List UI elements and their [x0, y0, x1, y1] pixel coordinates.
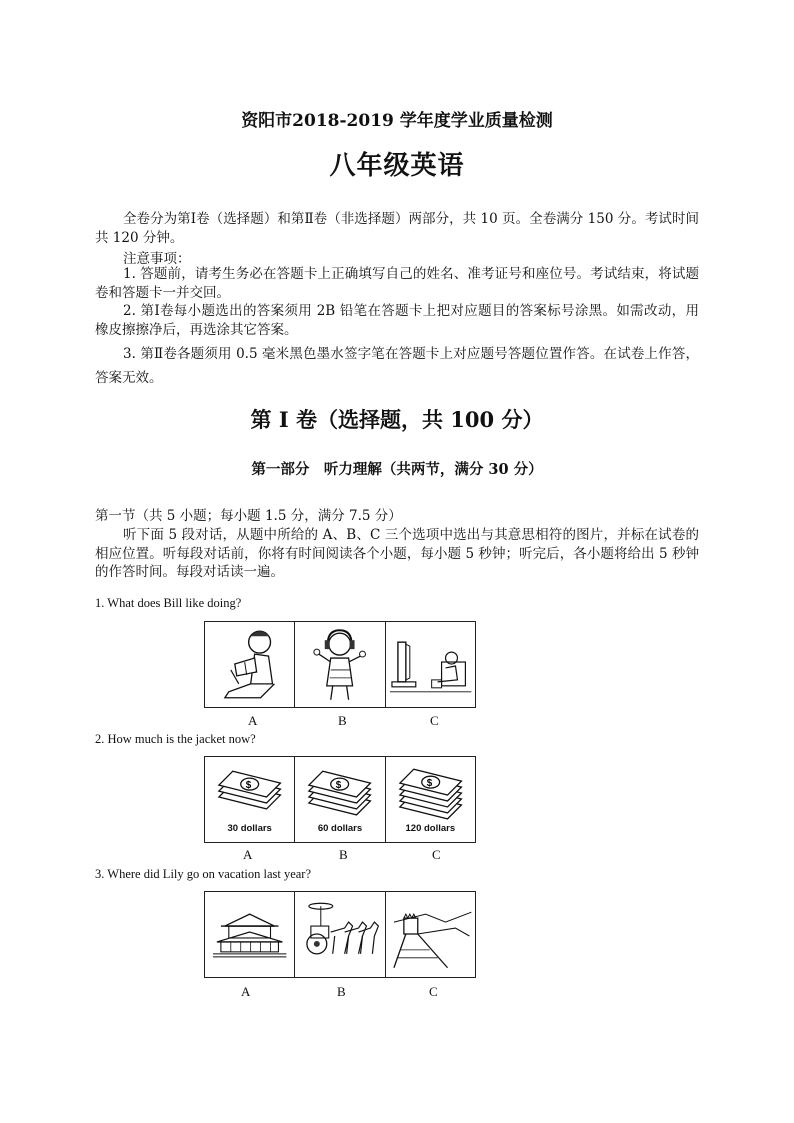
q3-option-a-picture [205, 892, 295, 977]
q3-label-c: C [429, 984, 438, 999]
q1-option-c-picture [386, 622, 475, 707]
girl-with-headphones-icon [295, 622, 384, 707]
note-3: 3. 第Ⅱ卷各题须用 0.5 毫米黑色墨水签字笔在答题卡上对应题号答题位置作答。在试卷上作答，答案无效。 [95, 346, 699, 386]
boy-reading-icon [205, 622, 294, 707]
question-2-text: 2. How much is the jacket now? [95, 732, 256, 746]
svg-text:$: $ [245, 780, 252, 792]
q2-money-label-c: 120 dollars [405, 823, 456, 834]
q1-option-a-picture [205, 622, 295, 707]
q2-label-a: A [243, 847, 253, 862]
q2-label-b: B [339, 847, 348, 862]
question-1-pictures [204, 621, 476, 708]
q2-money-label-b: 60 dollars [317, 823, 363, 834]
q2-option-a-picture [205, 757, 295, 842]
note-2: 2. 第Ⅰ卷每小题选出的答案须用 2B 铅笔在答题卡上把对应题目的答案标号涂黑。如需改动，用橡皮擦擦净后，再选涂其它答案。 [95, 303, 699, 338]
section-1-title: 第 I 卷（选择题，共 100 分） [250, 407, 544, 432]
q2-option-c-picture [386, 757, 475, 842]
q1-label-c: C [430, 713, 439, 728]
note-1: 1. 答题前，请考生务必在答题卡上正确填写自己的姓名、准考证号和座位号。考试结束，将试题卷和答题卡一并交回。 [95, 266, 699, 301]
exam-subject-title: 八年级英语 [329, 151, 465, 181]
q2-money-label-a: 30 dollars [227, 823, 272, 834]
question-3-text: 3. Where did Lily go on vacation last year? [95, 867, 312, 881]
q1-label-a: A [248, 713, 258, 728]
question-2-pictures [204, 756, 476, 843]
question-3-pictures [204, 891, 476, 978]
q3-option-b-picture [295, 892, 385, 977]
listening-instructions: 听下面 5 段对话，从题中所给的 A、B、C 三个选项中选出与其意思相符的图片，并标在试卷的相应位置。听每段对话前，你将有时间阅读各个小题，每小题 5 秒钟；听完后，各小题将给出 5 秒钟的作答时间。每段对话读一遍。 [95, 527, 699, 580]
great-wall-icon [386, 892, 475, 977]
q3-option-c-picture [386, 892, 475, 977]
subsection-title: 第一节（共 5 小题；每小题 1.5 分，满分 7.5 分） [95, 508, 402, 524]
svg-text:$: $ [336, 780, 342, 792]
q1-label-b: B [338, 713, 347, 728]
part-1-title: 第一部分 听力理解（共两节，满分 30 分） [251, 461, 543, 478]
q1-option-b-picture [295, 622, 385, 707]
terracotta-chariot-icon [295, 892, 384, 977]
q2-option-b-picture [295, 757, 385, 842]
q3-label-a: A [241, 984, 251, 999]
question-1-text: 1. What does Bill like doing? [95, 596, 242, 610]
notes-title: 注意事项： [123, 251, 191, 267]
watching-tv-icon [386, 622, 475, 707]
q3-label-b: B [337, 984, 346, 999]
palace-icon [205, 892, 294, 977]
exam-header-title: 资阳市2018-2019 学年度学业质量检测 [241, 111, 553, 131]
svg-text:$: $ [426, 778, 432, 790]
general-info: 全卷分为第Ⅰ卷（选择题）和第Ⅱ卷（非选择题）两部分，共 10 页。全卷满分 150 分。考试时间共 120 分钟。 [95, 211, 699, 246]
q2-label-c: C [432, 847, 441, 862]
